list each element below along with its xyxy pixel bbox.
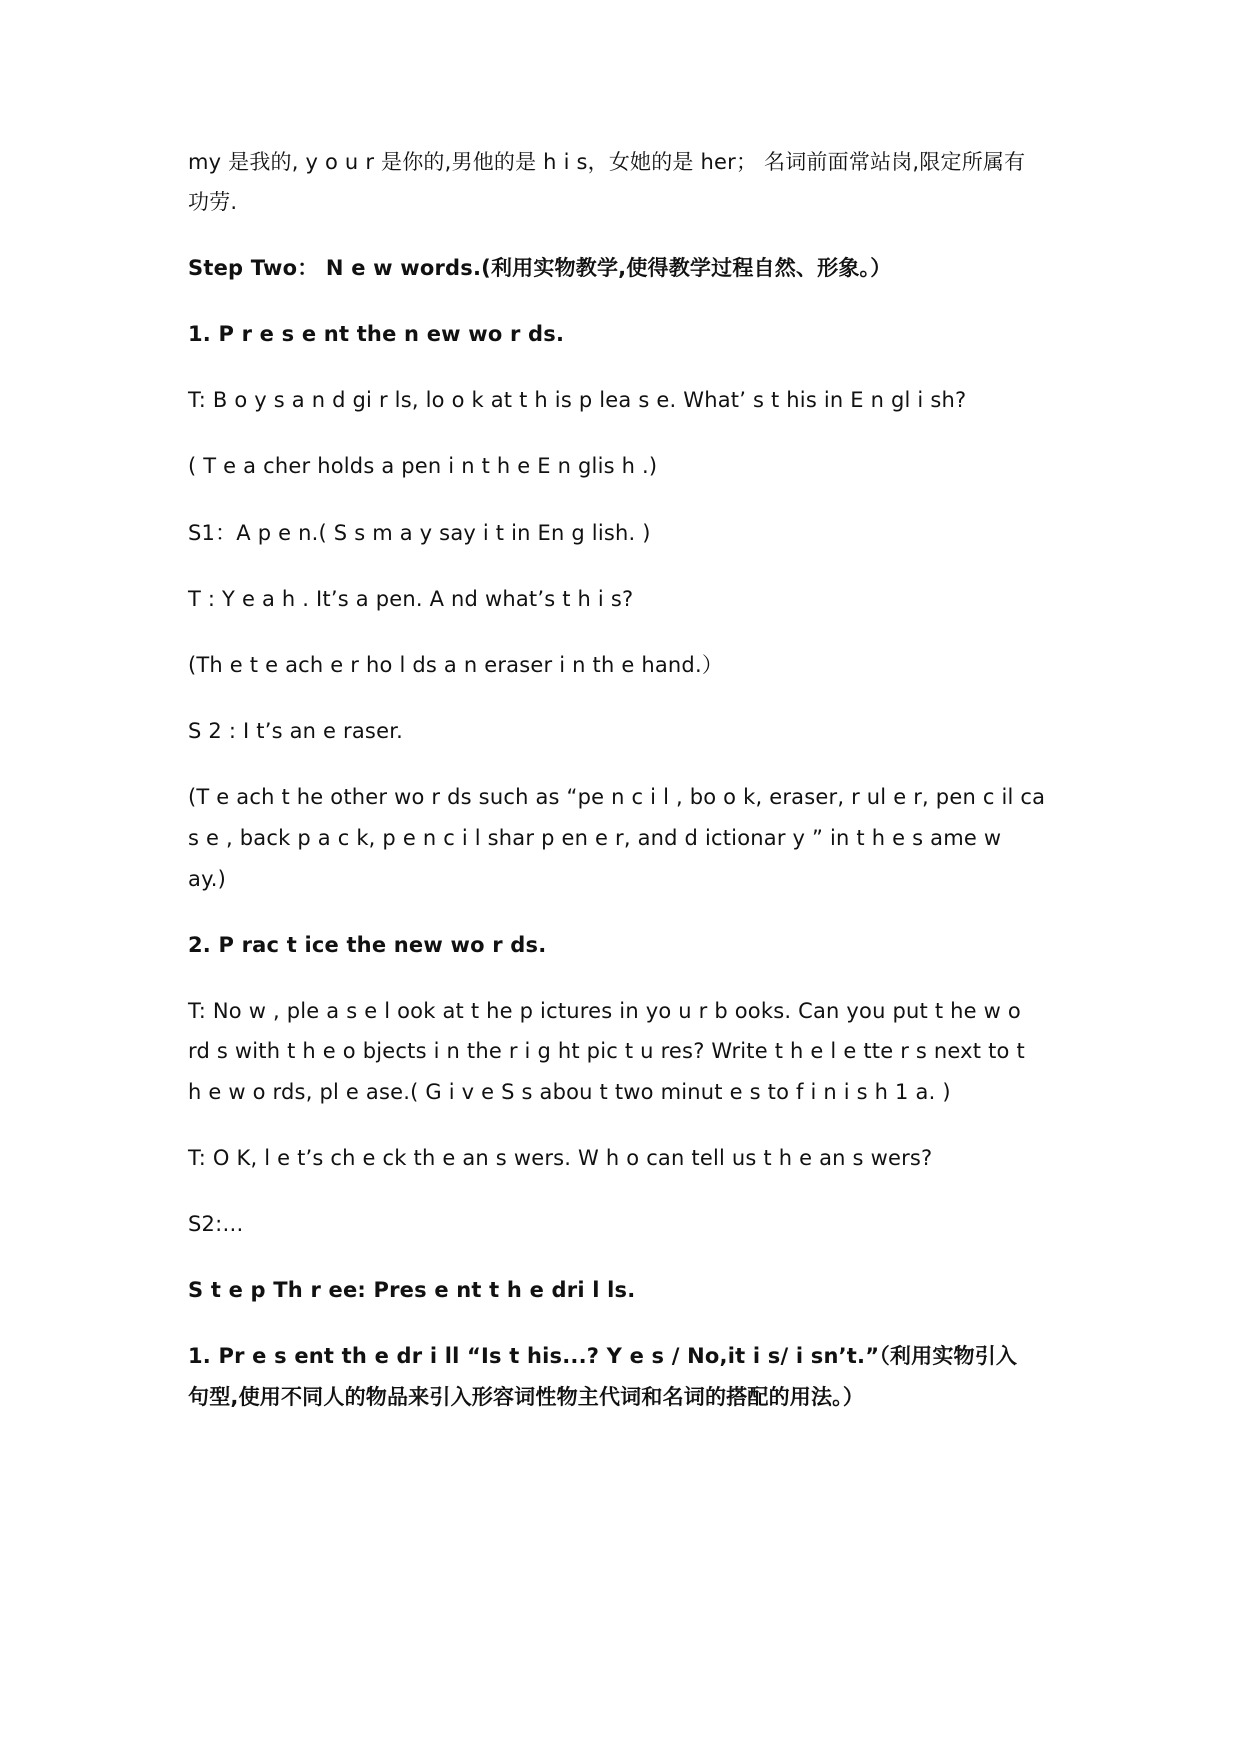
practice-line-2: rd s with t h e o bjects i n the r i g ht pic t u res? Write t h e l e tte r s next to t [188, 1039, 1025, 1063]
pronoun-rhyme-line-2: 功劳. [188, 190, 238, 214]
dialogue-line: T: B o y s a n d gi r ls, lo o k at t h is p lea s e. What’ s t his in E n gl i sh? [188, 388, 967, 412]
dialogue-line: ( T e a cher holds a pen i n t h e E n glis h .) [188, 454, 658, 478]
pronoun-rhyme-line-1: my 是我的, y o u r 是你的,男他的是 h i s，女她的是 her； 名词前面常站岗,限定所属有 [188, 150, 1026, 174]
step-three-heading: S t e p Th r ee: Pres e nt t h e dri l ls. [188, 1278, 636, 1302]
dialogue-line: S 2 : I t’s an e raser. [188, 719, 403, 743]
present-new-words-heading: 1. P r e s e nt the n ew wo r ds. [188, 322, 565, 346]
practice-new-words-heading: 2. P rac t ice the new wo r ds. [188, 933, 547, 957]
teach-words-line-2: s e , back p a c k, p e n c i l shar p en e r, and d ictionar y ” in t h e s ame w [188, 826, 1002, 850]
dialogue-line: (Th e t e ach e r ho l ds a n eraser i n th e hand.） [188, 653, 724, 677]
dialogue-line: T: O K, l e t’s ch e ck th e an s wers. W h o can tell us t h e an s wers? [188, 1146, 933, 1170]
present-drill-heading-line-2: 句型,使用不同人的物品来引入形容词性物主代词和名词的搭配的用法。） [188, 1385, 865, 1409]
present-drill-heading-line-1: 1. Pr e s ent th e dr i ll “Is t his...? Y e s / No,it i s/ i sn’t.”（利用实物引入 [188, 1344, 1018, 1368]
teach-words-line-1: (T e ach t he other wo r ds such as “pe n c i l , bo o k, eraser, r ul e r, pen c il ca [188, 785, 1046, 809]
step-two-heading: Step Two： N e w words.(利用实物教学,使得教学过程自然、形象。） [188, 256, 892, 280]
practice-line-3: h e w o rds, pl e ase.( G i v e S s abou t two minut e s to f i n i s h 1 a. ) [188, 1080, 951, 1104]
practice-line-1: T: No w , ple a s e l ook at t he p ictures in yo u r b ooks. Can you put t he w o [188, 999, 1021, 1023]
dialogue-line: T : Y e a h . It’s a pen. A nd what’s t h i s? [188, 587, 634, 611]
dialogue-line: S2:… [188, 1212, 244, 1236]
teach-words-line-3: ay.) [188, 867, 226, 891]
dialogue-line: S1：A p e n.( S s m a y say i t in En g lish. ) [188, 521, 651, 545]
